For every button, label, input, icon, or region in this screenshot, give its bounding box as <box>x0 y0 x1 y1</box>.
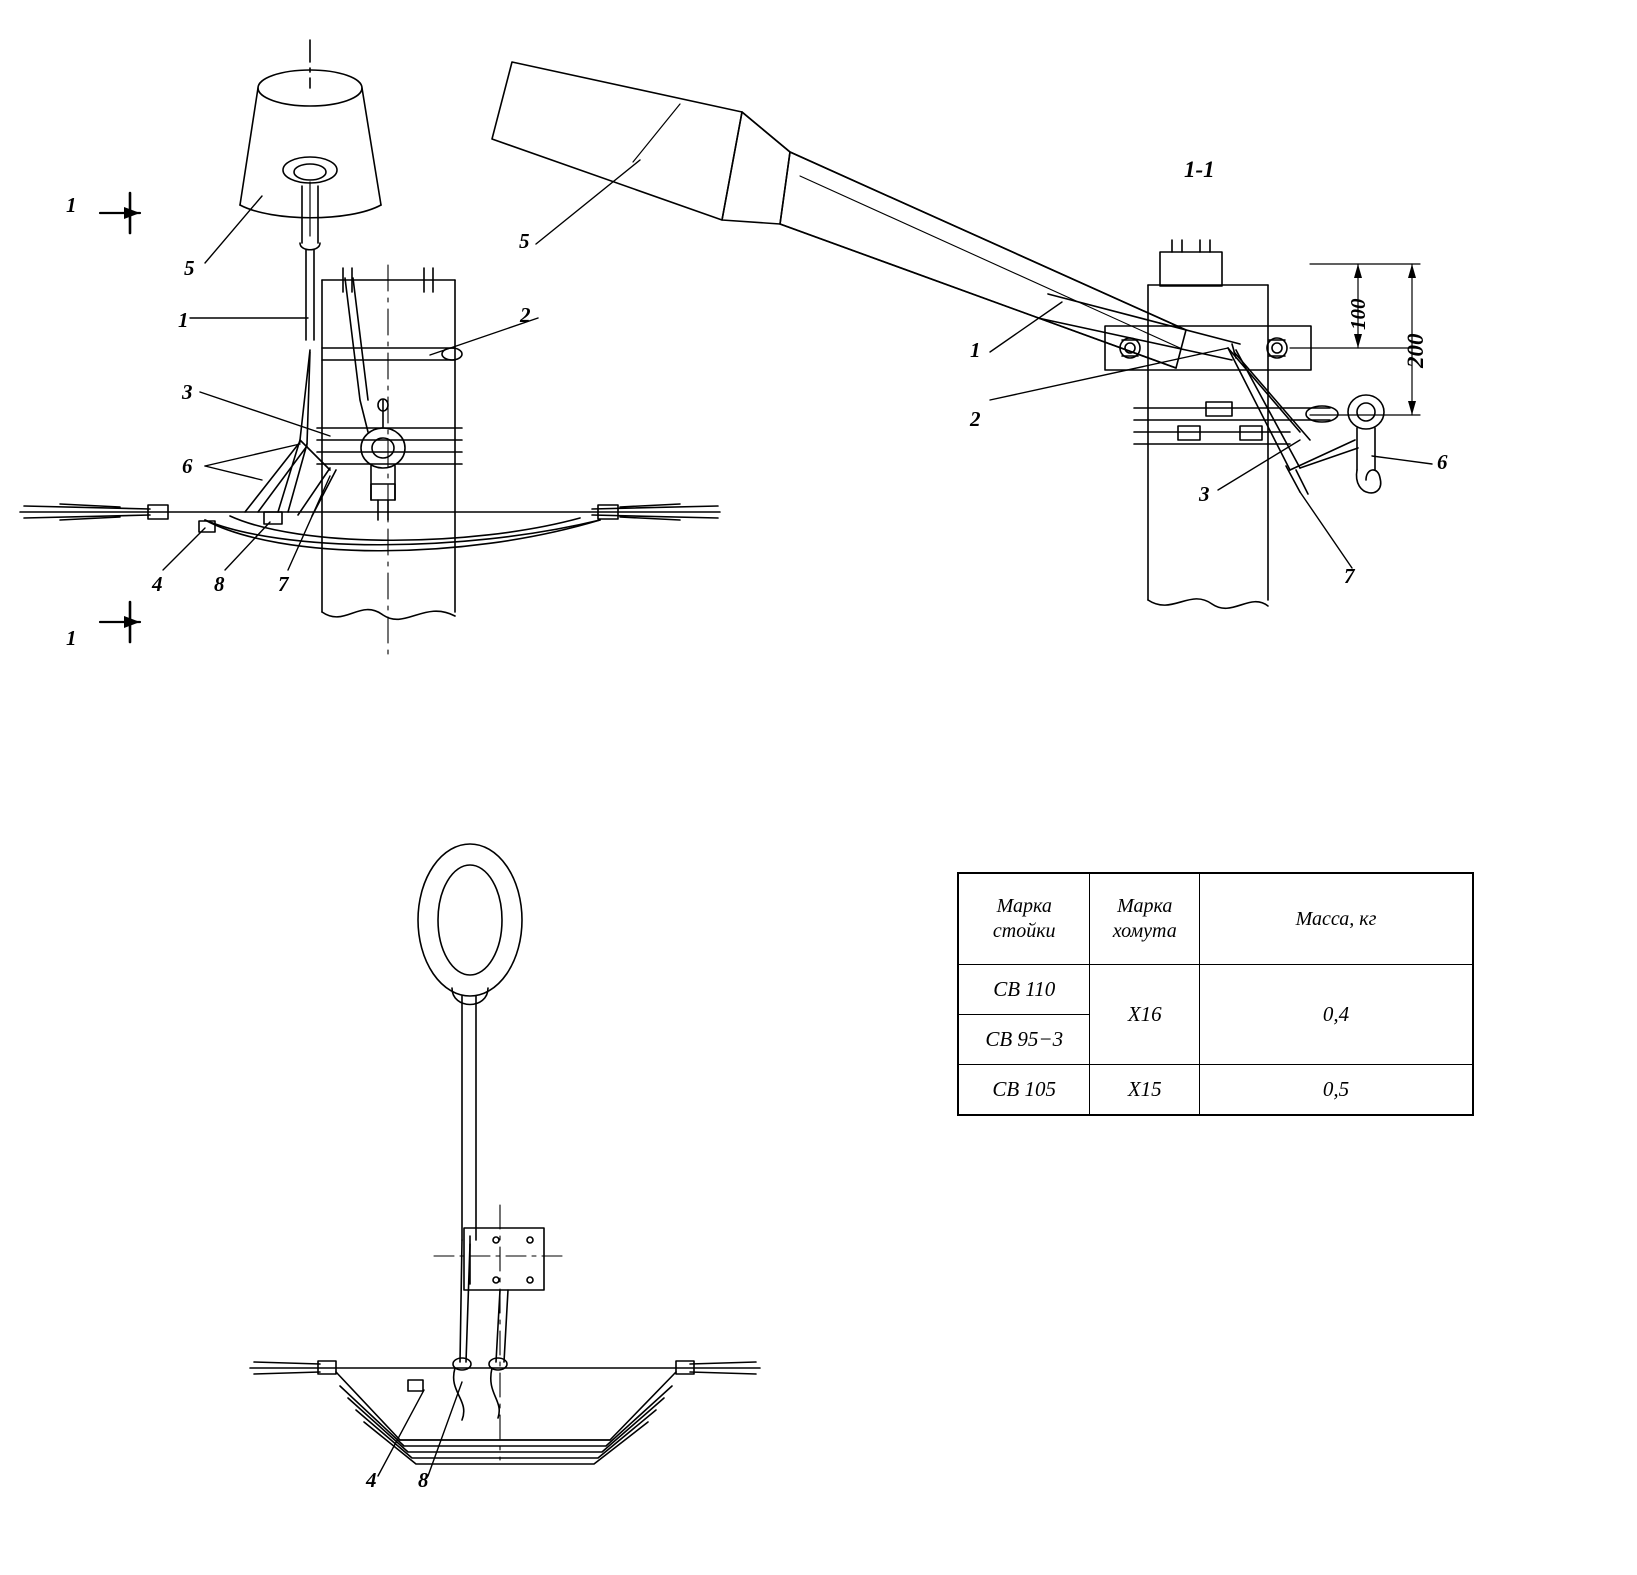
leader-lines-main <box>163 160 640 570</box>
callout-8-main: 8 <box>214 572 225 596</box>
callout-1-main: 1 <box>178 308 189 332</box>
callout-3-section: 3 <box>1199 482 1210 506</box>
hook-assembly <box>361 399 405 520</box>
callout-4-main: 4 <box>152 572 163 596</box>
cell-massa-3: 0,5 <box>1200 1065 1473 1116</box>
dimension-lines <box>1290 264 1420 415</box>
callout-3-main: 3 <box>182 380 193 404</box>
callout-5-main: 5 <box>184 256 195 280</box>
callout-7-section: 7 <box>1344 564 1355 588</box>
cell-homut-3: Х15 <box>1090 1065 1200 1116</box>
table-row <box>958 1065 1473 1116</box>
cell-homut-1: Х16 <box>1090 965 1200 1065</box>
table-row <box>958 965 1473 1015</box>
callout-2-section: 2 <box>970 407 981 431</box>
callout-6-section: 6 <box>1437 450 1448 474</box>
header-homut-line2: хомута <box>1112 920 1177 942</box>
callout-2-main: 2 <box>520 303 531 327</box>
cell-stoika-1: СВ 110 <box>958 965 1090 1015</box>
cell-stoika-2: СВ 95−3 <box>958 1015 1090 1065</box>
callout-7-main: 7 <box>278 572 289 596</box>
dimension-100-label: 100 <box>1346 298 1370 330</box>
header-massa-line1: Масса, кг <box>1295 907 1377 930</box>
header-stoika-line1: Марка <box>996 895 1052 917</box>
callout-6-main: 6 <box>182 454 193 478</box>
section-mark-bottom-label: 1 <box>66 626 77 650</box>
header-homut-line1: Марка <box>1117 895 1173 917</box>
section-arrow-bottom <box>100 602 140 642</box>
section-view <box>1038 240 1384 608</box>
callout-8-bottom: 8 <box>418 1468 429 1492</box>
cell-massa-1: 0,4 <box>1200 965 1473 1065</box>
section-title: 1-1 <box>1184 157 1215 182</box>
leader-lines-section <box>990 302 1432 568</box>
section-arrow-top <box>100 193 140 233</box>
callout-4-bottom: 4 <box>366 1468 377 1492</box>
luminaire-fixture <box>492 62 1186 368</box>
callout-5-fixture: 5 <box>519 229 530 253</box>
section-mark-top-label: 1 <box>66 193 77 217</box>
cell-stoika-3: СВ 105 <box>958 1065 1090 1116</box>
specification-table <box>957 872 1474 1116</box>
dimension-200-label: 200 <box>1403 333 1428 368</box>
table-header-row <box>958 873 1473 965</box>
header-massa <box>1200 873 1473 965</box>
header-stoika-line2: стойки <box>992 920 1056 942</box>
header-homut <box>1090 873 1200 965</box>
conductor-lines <box>20 504 720 551</box>
callout-1-section: 1 <box>970 338 981 362</box>
header-stoika <box>958 873 1090 965</box>
bottom-view <box>250 844 760 1464</box>
